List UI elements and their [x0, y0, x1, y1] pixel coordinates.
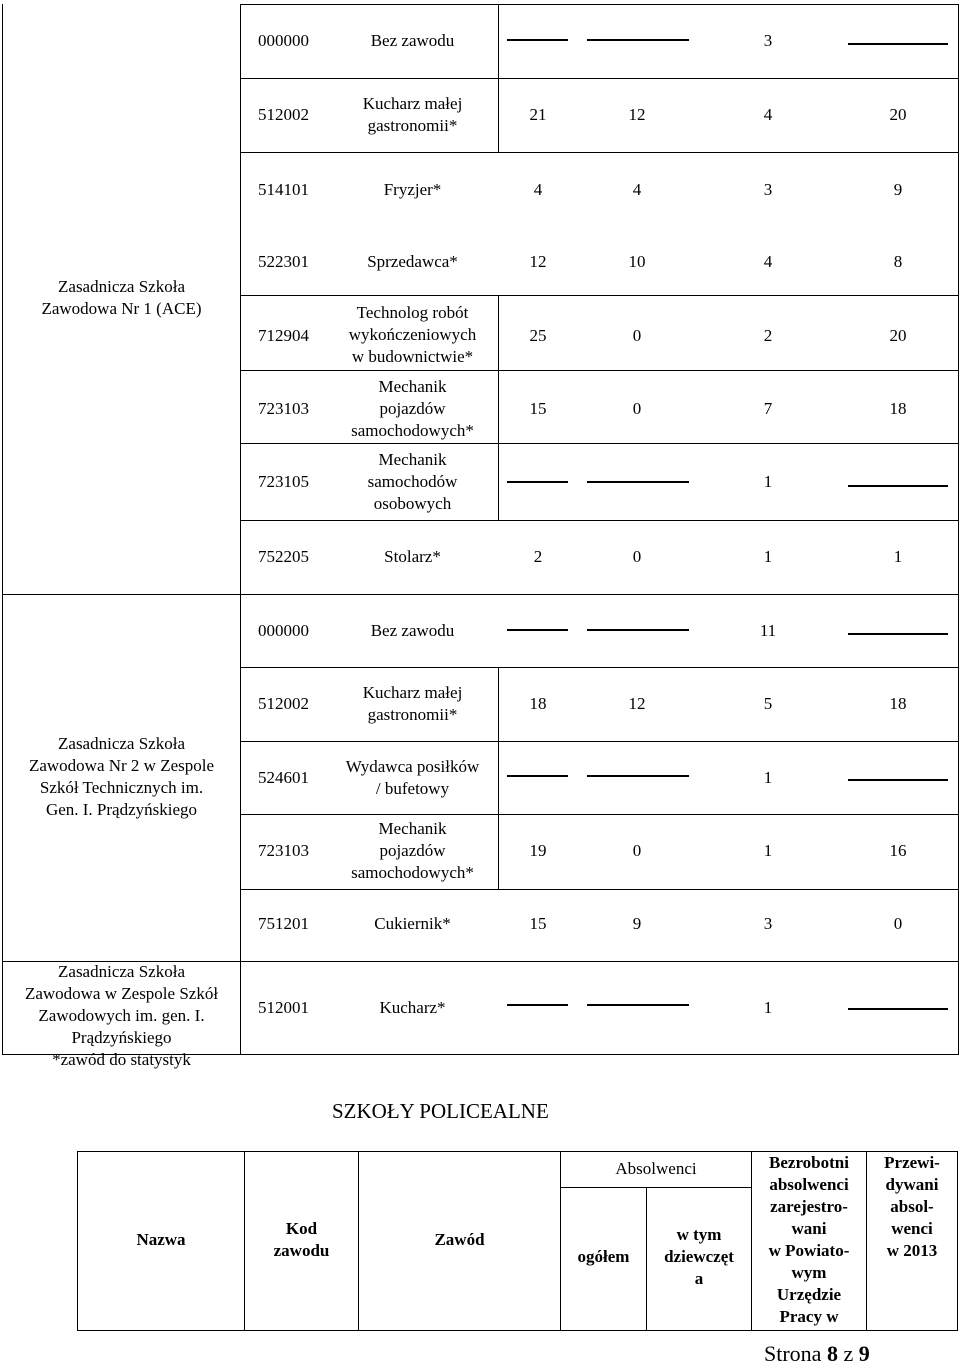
code-cell: 524601	[258, 768, 309, 787]
value-cell: 1	[763, 841, 773, 860]
code-cell: 752205	[258, 547, 309, 566]
row-line	[240, 295, 959, 296]
header-nazwa: Nazwa	[136, 1230, 186, 1249]
code-cell: 723103	[258, 841, 309, 860]
row-line	[240, 814, 959, 815]
job-cell: Mechanik pojazdów samochodowych*	[351, 377, 474, 440]
job-cell: Fryzjer*	[383, 180, 442, 199]
value-cell: 0	[893, 914, 903, 933]
row-line	[240, 152, 959, 153]
value-cell: 18	[889, 694, 907, 713]
col-separator-job-left-3	[498, 667, 499, 889]
value-cell: 19	[529, 841, 547, 860]
code-cell: 512002	[258, 105, 309, 124]
school-name-1: Zasadnicza Szkoła Zawodowa Nr 1 (ACE)	[41, 277, 202, 318]
code-cell: 723103	[258, 399, 309, 418]
job-cell: Kucharz małej gastronomii*	[362, 683, 463, 724]
value-cell: 15	[529, 914, 547, 933]
dash-mark	[507, 1004, 568, 1006]
dash-mark	[848, 43, 948, 45]
value-cell: 1	[763, 472, 773, 491]
job-cell: Bez zawodu	[370, 621, 455, 640]
value-cell: 0	[632, 841, 642, 860]
col-separator-job-left-2	[498, 295, 499, 520]
page-number: Strona 8 z 9	[764, 1341, 870, 1366]
value-cell: 1	[763, 547, 773, 566]
row-line	[240, 78, 959, 79]
col-separator-school	[240, 4, 241, 1055]
dash-mark	[507, 481, 568, 483]
code-cell: 000000	[258, 31, 309, 50]
row-line	[240, 889, 959, 890]
header-border-right	[957, 1151, 958, 1331]
job-cell: Sprzedawca*	[367, 252, 458, 271]
value-cell: 3	[763, 31, 773, 50]
value-cell: 10	[628, 252, 646, 271]
job-cell: Technolog robót wykończeniowych w budownictwie*	[348, 303, 477, 366]
code-cell: 751201	[258, 914, 309, 933]
value-cell: 1	[763, 768, 773, 787]
value-cell: 0	[632, 326, 642, 345]
code-cell: 512002	[258, 694, 309, 713]
value-cell: 4	[533, 180, 543, 199]
table-border-top	[240, 4, 959, 5]
dash-mark	[587, 481, 689, 483]
job-cell: Mechanik pojazdów samochodowych*	[351, 819, 474, 882]
value-cell: 18	[889, 399, 907, 418]
value-cell: 15	[529, 399, 547, 418]
value-cell: 0	[632, 399, 642, 418]
dash-mark	[507, 775, 568, 777]
header-sub-sep	[560, 1187, 751, 1188]
value-cell: 25	[529, 326, 547, 345]
header-w-tym: w tym dziewczęt a	[664, 1225, 734, 1288]
row-line	[240, 741, 959, 742]
header-zawod: Zawód	[434, 1230, 485, 1249]
value-cell: 3	[763, 180, 773, 199]
value-cell: 11	[759, 621, 777, 640]
dash-mark	[587, 1004, 689, 1006]
header-ogolem: ogółem	[577, 1247, 630, 1266]
dash-mark	[587, 629, 689, 631]
dash-mark	[507, 39, 568, 41]
value-cell: 8	[893, 252, 903, 271]
header-kod: Kod zawodu	[273, 1219, 330, 1260]
value-cell: 4	[763, 252, 773, 271]
row-line	[240, 370, 959, 371]
header-bezrobotni: Bezrobotni absolwenci zarejestro- wani w Powiato- wym Urzędzie Pracy w	[768, 1153, 850, 1326]
header-border-bottom	[77, 1330, 958, 1331]
job-cell: Bez zawodu	[370, 31, 455, 50]
school-separator	[2, 594, 959, 595]
school-name-3: Zasadnicza Szkoła Zawodowa w Zespole Szkół Zawodowych im. gen. I. Prądzyńskiego *zawód do statystyk	[24, 962, 219, 1069]
value-cell: 20	[889, 105, 907, 124]
table-border-left	[2, 4, 3, 1055]
row-line	[240, 443, 959, 444]
job-cell: Kucharz*	[379, 998, 446, 1017]
dash-mark	[507, 629, 568, 631]
value-cell: 12	[628, 694, 646, 713]
section-title: SZKOŁY POLICEALNE	[332, 1099, 549, 1123]
value-cell: 7	[763, 399, 773, 418]
row-line	[240, 667, 959, 668]
code-cell: 514101	[258, 180, 309, 199]
value-cell: 2	[533, 547, 543, 566]
value-cell: 12	[529, 252, 547, 271]
dash-mark	[848, 485, 948, 487]
job-cell: Kucharz małej gastronomii*	[362, 94, 463, 135]
job-cell: Mechanik samochodów osobowych	[367, 450, 458, 513]
code-cell: 000000	[258, 621, 309, 640]
value-cell: 12	[628, 105, 646, 124]
value-cell: 1	[893, 547, 903, 566]
code-cell: 723105	[258, 472, 309, 491]
dash-mark	[848, 633, 948, 635]
row-line	[240, 520, 959, 521]
value-cell: 0	[632, 547, 642, 566]
value-cell: 4	[632, 180, 642, 199]
job-cell: Stolarz*	[384, 547, 441, 566]
value-cell: 2	[763, 326, 773, 345]
dash-mark	[848, 779, 948, 781]
school-name-2: Zasadnicza Szkoła Zawodowa Nr 2 w Zespole Szkół Technicznych im. Gen. I. Prądzyńskiego	[28, 734, 215, 819]
dash-mark	[587, 39, 689, 41]
table-border-right	[958, 4, 959, 1055]
dash-mark	[587, 775, 689, 777]
code-cell: 712904	[258, 326, 309, 345]
code-cell: 512001	[258, 998, 309, 1017]
value-cell: 21	[529, 105, 547, 124]
value-cell: 3	[763, 914, 773, 933]
value-cell: 16	[889, 841, 907, 860]
value-cell: 9	[893, 180, 903, 199]
value-cell: 20	[889, 326, 907, 345]
header-absolwenci: Absolwenci	[615, 1159, 697, 1178]
code-cell: 522301	[258, 252, 309, 271]
value-cell: 1	[763, 998, 773, 1017]
value-cell: 4	[763, 105, 773, 124]
value-cell: 9	[632, 914, 642, 933]
value-cell: 5	[763, 694, 773, 713]
header-przewidywani: Przewi- dywani absol- wenci w 2013	[884, 1153, 940, 1260]
job-cell: Wydawca posiłków / bufetowy	[345, 757, 480, 798]
value-cell: 18	[529, 694, 547, 713]
dash-mark	[848, 1008, 948, 1010]
job-cell: Cukiernik*	[374, 914, 451, 933]
